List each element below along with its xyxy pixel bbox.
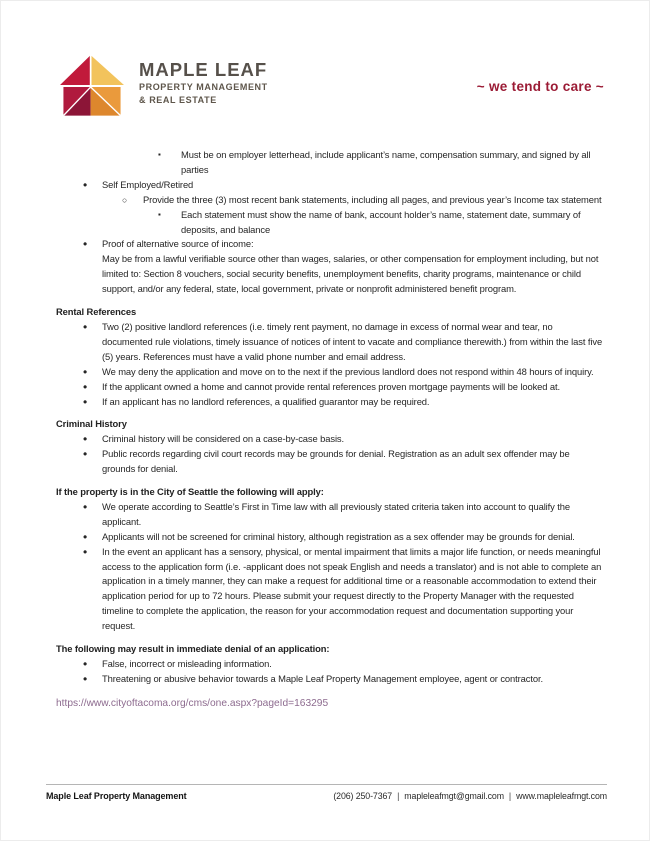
list-item: [56, 500, 604, 530]
bullet-disc-icon: •: [83, 529, 88, 544]
logo-roof-left-shape: [60, 55, 91, 85]
list-item-text: Proof of alternative source of income:: [102, 238, 254, 250]
section-criminal-history: [56, 417, 604, 477]
list-item: [56, 320, 604, 365]
bullet-disc-icon: •: [83, 447, 88, 462]
footer-separator: |: [508, 791, 512, 801]
list-item-text: False, incorrect or misleading information.: [102, 658, 272, 669]
list-item: [56, 380, 604, 395]
list-item-text: Criminal history will be considered on a case-by-case basis.: [102, 433, 345, 445]
bullet-disc-icon: •: [83, 237, 88, 252]
list-item-text: Threatening or abusive behavior towards a Maple Leaf Property Management employee, agent or contractor.: [102, 672, 544, 684]
page-footer: [46, 784, 607, 801]
brand-subtitle-line2: & REAL ESTATE: [139, 95, 217, 105]
list-item-text: Self Employed/Retired: [102, 178, 194, 190]
brand-subtitle-line1: PROPERTY MANAGEMENT: [139, 82, 268, 92]
list-item: [56, 237, 604, 252]
bullet-square-icon: ▪: [158, 150, 161, 159]
footer-phone: (206) 250-7367: [333, 791, 393, 801]
bullet-circle-icon: ○: [122, 194, 128, 205]
bullet-square-icon: ▪: [158, 209, 161, 219]
list-item: [56, 178, 604, 193]
list-item-text: Two (2) positive landlord references (i.e. timely rent payment, no damage in excess of normal wear and tear, no documented rule violations, timely issuance of notices of intent to vacate and compliance therewith.) from within the last five (5) years. References must have a valid phone number and email address.: [102, 320, 603, 362]
list-item: [56, 395, 604, 410]
footer-separator: |: [397, 791, 400, 801]
list-item-text: If an applicant has no landlord references, a qualified guarantor may be required.: [102, 395, 430, 407]
list-item-text: Must be on employer letterhead, include applicant’s name, compensation summary, and signed by all parties: [181, 149, 591, 175]
logo-roof-right-shape: [91, 55, 124, 85]
list-item-text: We may deny the application and move on to the next if the previous landlord does not respond within 48 hours of inquiry.: [102, 365, 594, 377]
list-item-continuation: [56, 252, 604, 297]
footer-contact-info: [333, 791, 607, 801]
bullet-disc-icon: •: [83, 177, 88, 192]
section-heading: If the property is in the City of Seattle the following will apply:: [56, 486, 324, 498]
section-heading: Rental References: [56, 306, 137, 318]
maple-leaf-house-logo-icon: [58, 53, 126, 117]
list-item: [56, 193, 604, 208]
list-item-text: Provide the three (3) most recent bank statements, including all pages, and previous year’s Income tax statement: [143, 193, 602, 205]
list-item: [56, 657, 604, 672]
tagline: ~ we tend to care ~: [476, 79, 604, 94]
list-item-text: In the event an applicant has a sensory, physical, or mental impairment that limits a major life function, or needs meaningful access to the application form (i.e. -applicant does not speak English and needs a translator) and is not able to complete an application in a timely manner, they can make a request for additional time or a reasonable accommodation to extend their application period for up to 72 hours. Please submit your request directly to the Property Manager with the requested timeline to complete the application, the reason for your accommodation request and documentation supporting your request.: [102, 545, 602, 632]
bullet-disc-icon: •: [83, 364, 88, 379]
cityoftacoma-link[interactable]: https://www.cityoftacoma.org/cms/one.aspx?pageId=163295: [56, 697, 329, 709]
list-item: [56, 148, 604, 178]
list-item: [56, 432, 604, 447]
bullet-disc-icon: •: [83, 671, 88, 686]
bullet-disc-icon: •: [83, 432, 88, 447]
section-city-of-seattle: [56, 485, 604, 634]
brand-name: MAPLE LEAF: [139, 59, 268, 80]
list-item-text: Public records regarding civil court records may be grounds for denial. Registration as an adult sex offender may be grounds for denial.: [102, 448, 570, 475]
brand-block: [58, 53, 268, 117]
list-item: [56, 672, 604, 687]
section-immediate-denial: [56, 642, 604, 687]
bullet-disc-icon: •: [83, 319, 88, 334]
bullet-disc-icon: •: [83, 499, 88, 514]
list-item: [56, 545, 604, 634]
list-item: [56, 208, 604, 238]
list-item-text: Each statement must show the name of bank, account holder’s name, statement date, summary of deposits, and balance: [181, 208, 581, 235]
brand-text: [139, 60, 268, 106]
list-item: [56, 365, 604, 380]
section-heading: The following may result in immediate denial of an application:: [56, 643, 330, 655]
list-item-text: May be from a lawful verifiable source other than wages, salaries, or other compensation for employment including, but not limited to: Section 8 vouchers, social security benefits, unemployment benefits, charity programs, maintenance or child support, and/or any federal, state, local government, private or nonprofit administered benefit program.: [102, 253, 599, 295]
document-body: [1, 148, 649, 712]
footer-email: mapleleafmgt@gmail.com: [404, 791, 504, 801]
list-item: [56, 447, 604, 477]
bullet-disc-icon: •: [83, 657, 88, 671]
section-rental-references: [56, 305, 604, 409]
footer-company-name: Maple Leaf Property Management: [46, 791, 187, 801]
list-item-text: We operate according to Seattle’s First in Time law with all previously stated criteria taken into account to qualify the applicant.: [102, 500, 570, 527]
list-item: [56, 530, 604, 545]
list-item-text: Applicants will not be screened for criminal history, although registration as a sex offender may be grounds for denial.: [102, 530, 575, 542]
letterhead: [1, 1, 649, 117]
section-heading: Criminal History: [56, 418, 127, 430]
list-item-text: If the applicant owned a home and cannot provide rental references proven mortgage payments will be looked at.: [102, 380, 561, 392]
bullet-disc-icon: •: [83, 394, 88, 409]
bullet-disc-icon: •: [83, 379, 88, 394]
bullet-disc-icon: •: [83, 544, 88, 559]
footer-website: www.mapleleafmgt.com: [516, 791, 607, 801]
